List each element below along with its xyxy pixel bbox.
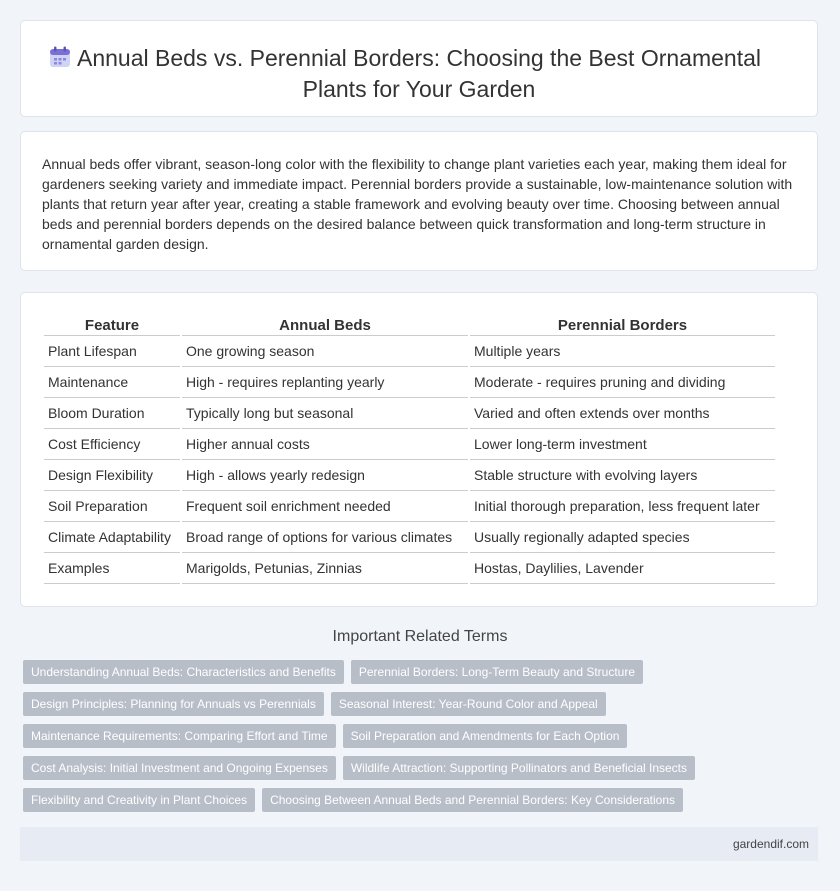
- table-cell: Climate Adaptability: [44, 522, 180, 553]
- table-row: [44, 553, 775, 584]
- table-cell: Cost Efficiency: [44, 429, 180, 460]
- tag-row: [23, 724, 823, 756]
- table-cell: Moderate - requires pruning and dividing: [470, 367, 775, 398]
- tag-row: [23, 660, 823, 692]
- table-cell: Stable structure with evolving layers: [470, 460, 775, 491]
- table-cell: Higher annual costs: [182, 429, 468, 460]
- related-term-tag[interactable]: Perennial Borders: Long-Term Beauty and Structure: [351, 660, 643, 684]
- table-row: [44, 367, 775, 398]
- table-cell: Plant Lifespan: [44, 336, 180, 367]
- related-term-tag[interactable]: Design Principles: Planning for Annuals vs Perennials: [23, 692, 324, 716]
- table-cell: Varied and often extends over months: [470, 398, 775, 429]
- related-term-tag[interactable]: Maintenance Requirements: Comparing Effort and Time: [23, 724, 336, 748]
- related-term-tag[interactable]: Choosing Between Annual Beds and Perennial Borders: Key Considerations: [262, 788, 683, 812]
- column-header-feature: Feature: [44, 315, 180, 336]
- comparison-card: [20, 292, 818, 607]
- table-cell: Design Flexibility: [44, 460, 180, 491]
- table-cell: Hostas, Daylilies, Lavender: [470, 553, 775, 584]
- table-cell: Maintenance: [44, 367, 180, 398]
- table-row: [44, 460, 775, 491]
- table-cell: One growing season: [182, 336, 468, 367]
- intro-paragraph: Annual beds offer vibrant, season-long color with the flexibility to change plant varieties each year, making them ideal for gardeners seeking variety and immediate impact. Perennial borders provide a sustainable, low-maintenance solution with plants that return year after year, creating a stable framework and evolving beauty over time. Choosing between annual beds and perennial borders depends on the desired balance between quick transformation and long-term structure in ornamental garden design.: [42, 156, 793, 252]
- table-cell: Frequent soil enrichment needed: [182, 491, 468, 522]
- related-term-tag[interactable]: Wildlife Attraction: Supporting Pollinators and Beneficial Insects: [343, 756, 695, 780]
- comparison-table: [42, 315, 777, 584]
- related-term-tag[interactable]: Soil Preparation and Amendments for Each Option: [343, 724, 628, 748]
- table-cell: Broad range of options for various climates: [182, 522, 468, 553]
- table-cell: Marigolds, Petunias, Zinnias: [182, 553, 468, 584]
- table-cell: Bloom Duration: [44, 398, 180, 429]
- table-cell: High - allows yearly redesign: [182, 460, 468, 491]
- related-term-tag[interactable]: Cost Analysis: Initial Investment and Ongoing Expenses: [23, 756, 336, 780]
- tag-row: [23, 756, 823, 788]
- header-card: [20, 20, 818, 117]
- table-row: [44, 398, 775, 429]
- related-terms-title: Important Related Terms: [332, 628, 508, 645]
- table-cell: Initial thorough preparation, less frequent later: [470, 491, 775, 522]
- tag-row: [23, 788, 823, 820]
- column-header-annual: Annual Beds: [182, 315, 468, 336]
- intro-card: [20, 131, 818, 271]
- related-term-tag[interactable]: Understanding Annual Beds: Characteristics and Benefits: [23, 660, 344, 684]
- table-cell: High - requires replanting yearly: [182, 367, 468, 398]
- footer-site-link[interactable]: gardendif.com: [732, 837, 809, 851]
- table-header-row: [44, 315, 775, 336]
- footer: [20, 827, 818, 861]
- table-cell: Lower long-term investment: [470, 429, 775, 460]
- table-cell: Typically long but seasonal: [182, 398, 468, 429]
- table-row: [44, 429, 775, 460]
- table-row: [44, 491, 775, 522]
- tag-row: [23, 692, 823, 724]
- related-terms-list: [23, 660, 823, 820]
- table-row: [44, 522, 775, 553]
- related-term-tag[interactable]: Seasonal Interest: Year-Round Color and Appeal: [331, 692, 606, 716]
- related-term-tag[interactable]: Flexibility and Creativity in Plant Choices: [23, 788, 255, 812]
- table-row: [44, 336, 775, 367]
- column-header-perennial: Perennial Borders: [470, 315, 775, 336]
- table-cell: Examples: [44, 553, 180, 584]
- page-title: Annual Beds vs. Perennial Borders: Choosing the Best Ornamental Plants for Your Garden: [77, 45, 761, 102]
- table-cell: Soil Preparation: [44, 491, 180, 522]
- table-cell: Multiple years: [470, 336, 775, 367]
- table-cell: Usually regionally adapted species: [470, 522, 775, 553]
